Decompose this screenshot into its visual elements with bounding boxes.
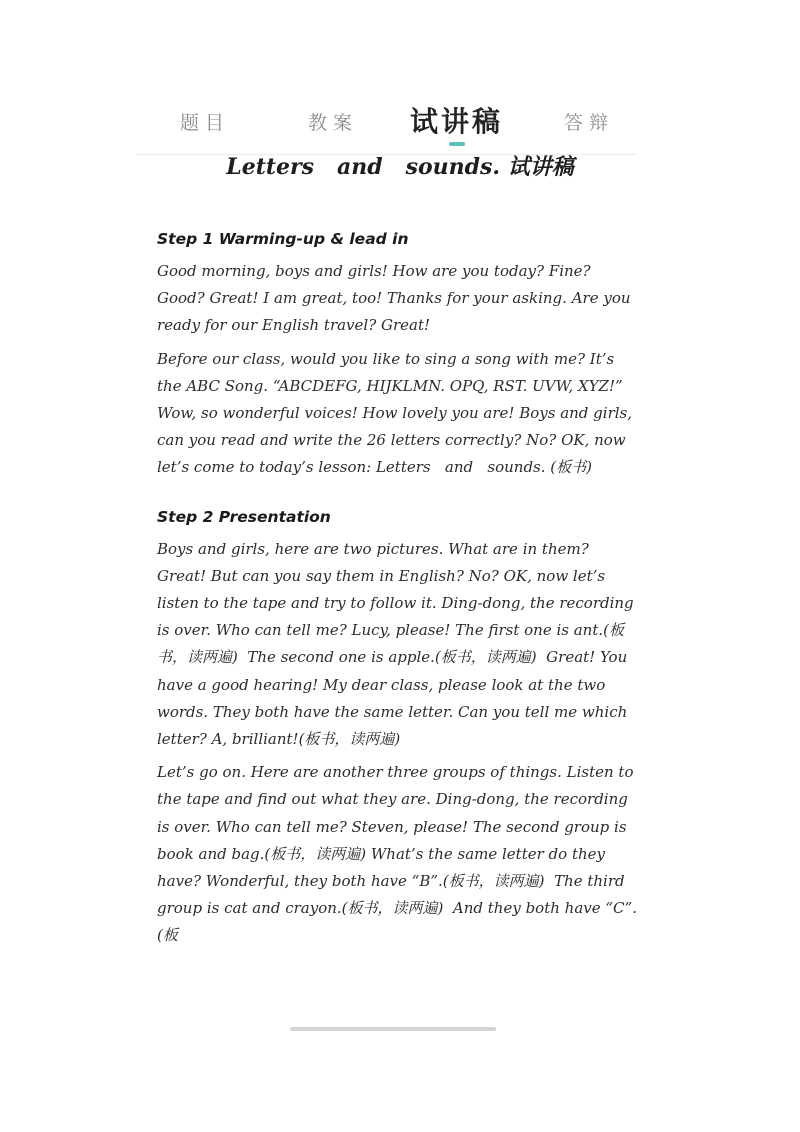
paragraph: Before our class, would you like to sing a song with me? It’s the ABC Song. “ABCDEFG, HIJKLMN. OPQ, RST. UVW, XYZ!” Wow, so wonderful voices! How lovely you are! Boys and girls, can you read and write the 26 letters correctly? No? OK, now let’s come to today’s lesson: Letters and sounds. (板书) bbox=[157, 349, 637, 477]
scroll-indicator[interactable] bbox=[290, 1027, 496, 1031]
tab-defense[interactable]: 答辩 bbox=[564, 112, 615, 134]
document-title: Letters and sounds. 试讲稿 bbox=[226, 154, 574, 180]
paragraph: Good morning, boys and girls! How are you today? Fine? Good? Great! I am great, too! Thanks for your asking. Are you ready for our English travel? Great! bbox=[157, 262, 636, 335]
document-body bbox=[157, 230, 637, 956]
section-step-1 bbox=[157, 230, 637, 482]
section-heading: Step 1 Warming-up & lead in bbox=[157, 230, 409, 248]
tab-bar bbox=[136, 96, 636, 155]
section-step-2 bbox=[157, 508, 637, 950]
paragraph: Boys and girls, here are two pictures. What are in them? Great! But can you say them in English? No? OK, now let’s listen to the tape and try to follow it. Ding-dong, the recording is over. Who can tell me? Lucy, please! The first one is ant.(板书，读两遍) The second one is apple.(板书，读两遍) Great! You have a good hearing! My dear class, please look at the two words. They both have the same letter. Can you tell me which letter? A, brilliant!(板书，读两遍) bbox=[157, 539, 639, 749]
tab-lesson-plan[interactable]: 教案 bbox=[308, 112, 359, 134]
active-tab-indicator bbox=[449, 142, 465, 146]
tab-topic[interactable]: 题目 bbox=[180, 112, 231, 134]
paragraph: Let’s go on. Here are another three groups of things. Listen to the tape and find out what they are. Ding-dong, the recording is over. Who can tell me? Steven, please! The second group is book and bag.(板书，读两遍) What’s the same letter do they have? Wonderful, they both have “B”.(板书，读两遍) The third group is cat and crayon.(板书，读两遍) And they both have “C”.(板 bbox=[157, 763, 639, 945]
tab-lecture-script[interactable]: 试讲稿 bbox=[410, 105, 504, 138]
section-heading: Step 2 Presentation bbox=[157, 507, 331, 526]
